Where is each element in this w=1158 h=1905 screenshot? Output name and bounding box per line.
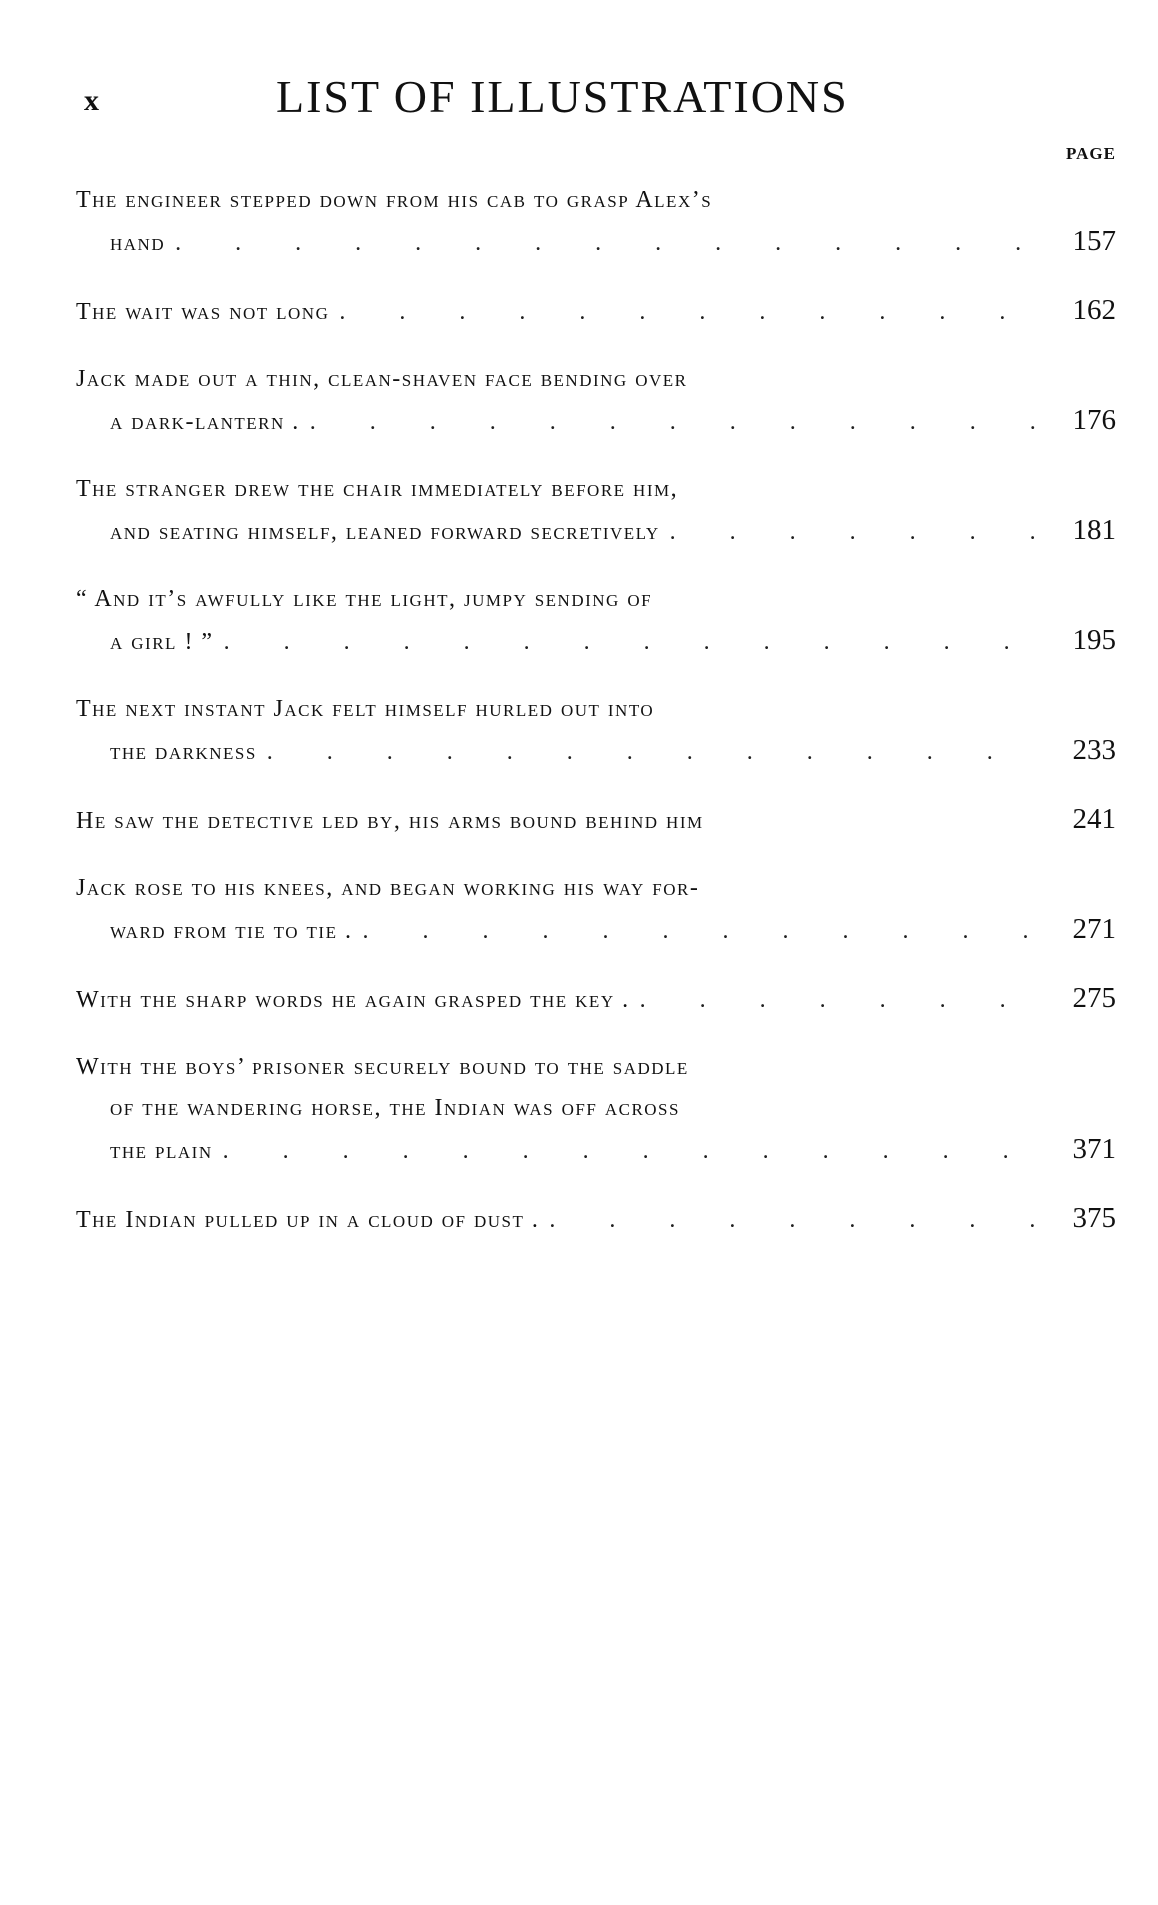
caption-text: the darkness	[110, 739, 257, 765]
entry-page-number: 176	[1072, 404, 1116, 436]
caption-text: and seating himself, leaned forward secretively	[110, 519, 660, 545]
entry-page-number: 375	[1072, 1202, 1116, 1234]
illustration-entry	[76, 579, 1116, 663]
entry-line	[76, 510, 1116, 553]
entry-line	[76, 1198, 1116, 1241]
dot-leader	[549, 1200, 1036, 1241]
caption-text: a girl ! ”	[110, 629, 214, 655]
illustration-entry	[76, 469, 1116, 553]
illustration-entry	[76, 290, 1116, 333]
illustration-entry	[76, 180, 1116, 264]
dot-leader	[267, 732, 1036, 773]
entry-line	[76, 469, 1116, 510]
caption-text: With the boys’ prisoner securely bound to the saddle	[76, 1054, 689, 1080]
entry-line	[76, 400, 1116, 443]
page-header	[76, 60, 1116, 130]
entry-page-number: 241	[1072, 803, 1116, 835]
illustration-entry	[76, 689, 1116, 773]
illustration-entry	[76, 359, 1116, 443]
caption-text: The wait was not long	[76, 299, 330, 325]
entry-line	[76, 868, 1116, 909]
page-title: LIST OF ILLUSTRATIONS	[276, 71, 849, 122]
dot-leader	[339, 292, 1036, 333]
illustration-entry	[76, 868, 1116, 952]
dot-leader	[224, 622, 1036, 663]
illustration-entry	[76, 799, 1116, 842]
entry-page-number: 233	[1072, 734, 1116, 766]
caption-text: The next instant Jack felt himself hurled out into	[76, 696, 655, 722]
entry-line	[76, 1047, 1116, 1088]
page-number: x	[84, 84, 99, 117]
entry-line	[76, 978, 1116, 1021]
entry-line	[76, 730, 1116, 773]
illustrations-page	[76, 60, 1116, 1267]
caption-text: The engineer stepped down from his cab to grasp Alex’s	[76, 187, 713, 213]
caption-text: of the wandering horse, the Indian was off across	[110, 1095, 680, 1121]
entry-line	[76, 359, 1116, 400]
caption-text: Jack made out a thin, clean-shaven face bending over	[76, 366, 688, 392]
caption-text: Jack rose to his knees, and began working his way for-	[76, 875, 700, 901]
entry-page-number: 157	[1072, 225, 1116, 257]
caption-text: the plain	[110, 1138, 213, 1164]
caption-text: hand	[110, 230, 166, 256]
entry-page-number: 162	[1072, 294, 1116, 326]
dot-leader	[223, 1131, 1036, 1172]
caption-text: “ And it’s awfully like the light, jumpy sending of	[76, 586, 653, 612]
illustration-list	[76, 180, 1116, 1241]
illustration-entry	[76, 978, 1116, 1021]
entry-line	[76, 579, 1116, 620]
caption-text: a dark-lantern .	[110, 409, 300, 435]
entry-page-number: 271	[1072, 913, 1116, 945]
dot-leader	[310, 402, 1036, 443]
dot-leader	[175, 223, 1036, 264]
entry-line	[76, 221, 1116, 264]
illustration-entry	[76, 1198, 1116, 1241]
page-column-label: PAGE	[1066, 144, 1116, 163]
caption-text: He saw the detective led by, his arms bound behind him	[76, 808, 704, 834]
entry-line	[76, 180, 1116, 221]
entry-line	[76, 689, 1116, 730]
caption-text: With the sharp words he again grasped the key .	[76, 987, 630, 1013]
entry-line	[76, 1088, 1116, 1129]
entry-page-number: 195	[1072, 624, 1116, 656]
entry-page-number: 275	[1072, 982, 1116, 1014]
caption-text: The Indian pulled up in a cloud of dust .	[76, 1207, 540, 1233]
entry-page-number: 371	[1072, 1133, 1116, 1165]
dot-leader	[670, 512, 1036, 553]
entry-line	[76, 1129, 1116, 1172]
caption-text: The stranger drew the chair immediately before him,	[76, 476, 679, 502]
entry-line	[76, 620, 1116, 663]
caption-text: ward from tie to tie .	[110, 918, 353, 944]
dot-leader	[640, 980, 1036, 1021]
entry-line	[76, 799, 1116, 842]
entry-line	[76, 909, 1116, 952]
entry-page-number: 181	[1072, 514, 1116, 546]
illustration-entry	[76, 1047, 1116, 1172]
entry-line	[76, 290, 1116, 333]
dot-leader	[362, 911, 1036, 952]
